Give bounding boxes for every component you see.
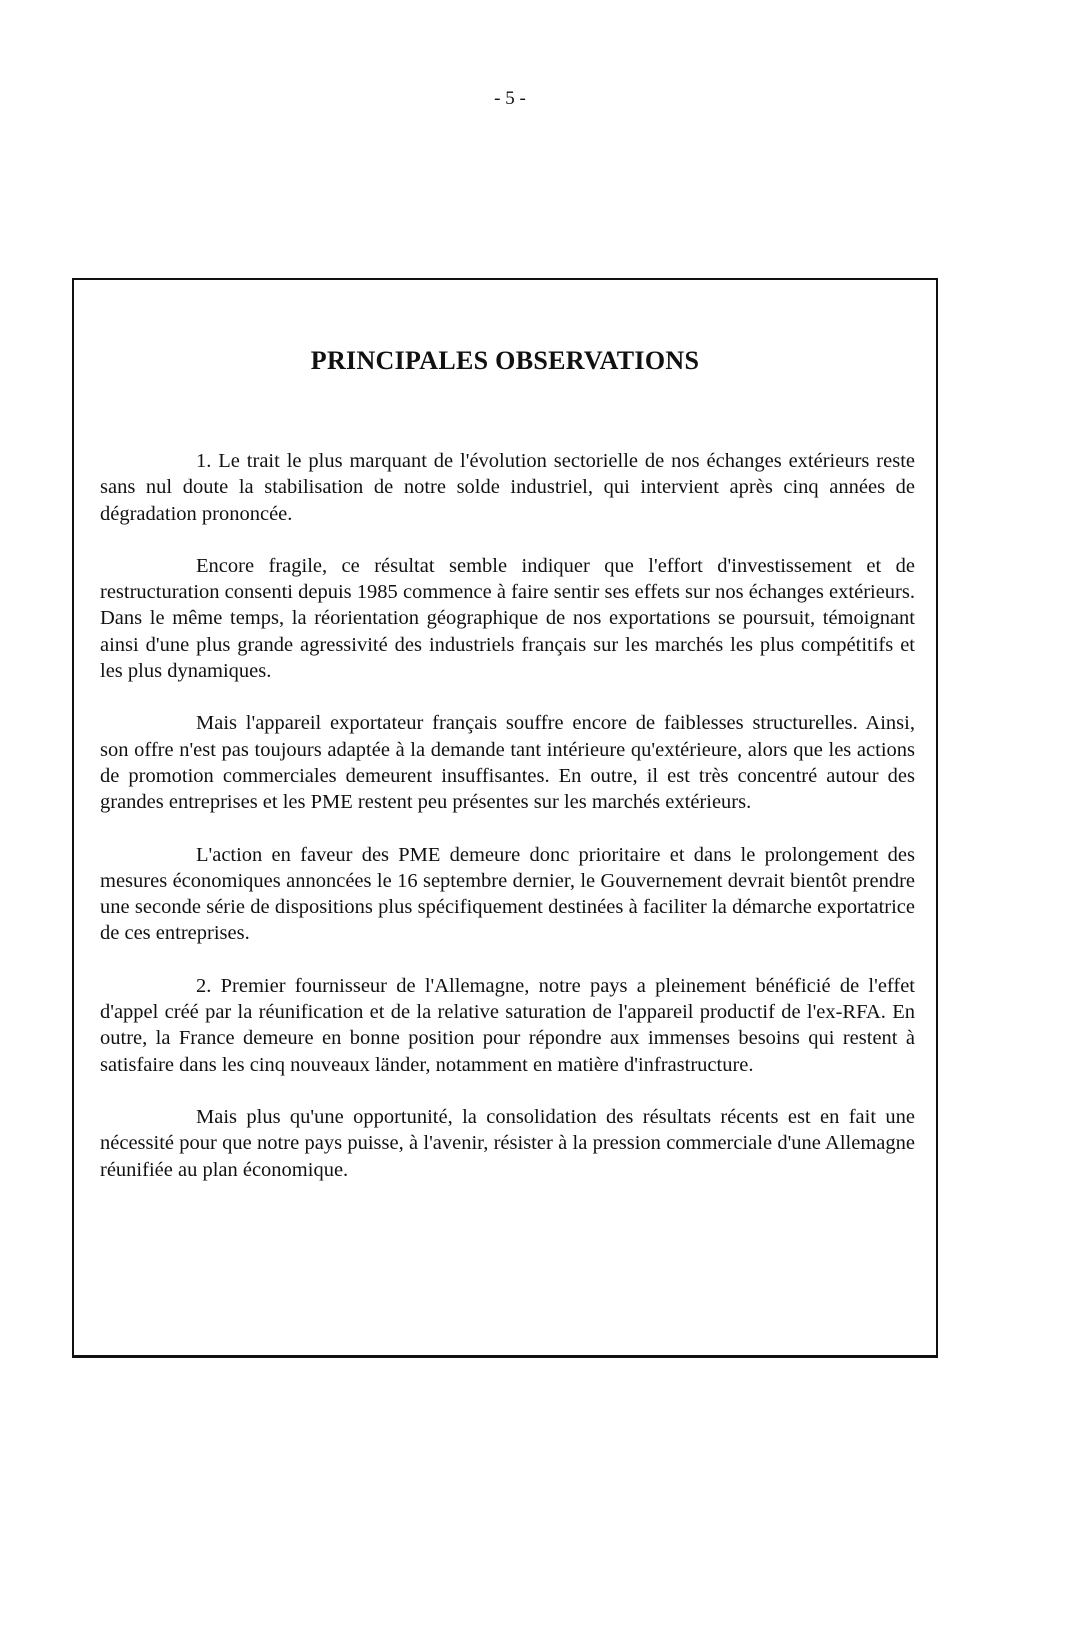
body-text	[100, 448, 915, 1209]
paragraph: Mais l'appareil exportateur français souffre encore de faiblesses structurelles. Ainsi, son offre n'est pas toujours adaptée à la demande tant intérieure qu'extérieure, alors que les actions de promotion commerciales demeurent insuffisantes. En outre, il est très concentré autour des grandes entreprises et les PME restent peu présentes sur les marchés extérieurs.	[100, 712, 915, 814]
paragraph: Encore fragile, ce résultat semble indiquer que l'effort d'investissement et de restructuration consenti depuis 1985 commence à faire sentir ses effets sur nos échanges extérieurs. Dans le même temps, la réorientation géographique de nos exportations se poursuit, témoignant ainsi d'une plus grande agressivité des industriels français sur les marchés les plus compétitifs et les plus dynamiques.	[100, 554, 915, 683]
section-title: PRINCIPALES OBSERVATIONS	[310, 346, 700, 375]
page-number: - 5 -	[494, 88, 526, 109]
paragraph: L'action en faveur des PME demeure donc prioritaire et dans le prolongement des mesures économiques annoncées le 16 septembre dernier, le Gouvernement devrait bientôt prendre une seconde série de dispositions plus spécifiquement destinées à faciliter la démarche exportatrice de ces entreprises.	[100, 843, 915, 945]
paragraph: 1. Le trait le plus marquant de l'évolution sectorielle de nos échanges extérieurs reste sans nul doute la stabilisation de notre solde industriel, qui intervient après cinq années de dégradation prononcée.	[100, 450, 915, 525]
observations-box	[72, 278, 938, 1358]
paragraph: 2. Premier fournisseur de l'Allemagne, notre pays a pleinement bénéficié de l'effet d'appel créé par la réunification et de la relative saturation de l'appareil productif de l'ex-RFA. En outre, la France demeure en bonne position pour répondre aux immenses besoins qui restent à satisfaire dans les cinq nouveaux länder, notamment en matière d'infrastructure.	[100, 974, 915, 1076]
paragraph: Mais plus qu'une opportunité, la consolidation des résultats récents est en fait une nécessité pour que notre pays puisse, à l'avenir, résister à la pression commerciale d'une Allemagne réunifiée au plan économique.	[100, 1105, 915, 1181]
